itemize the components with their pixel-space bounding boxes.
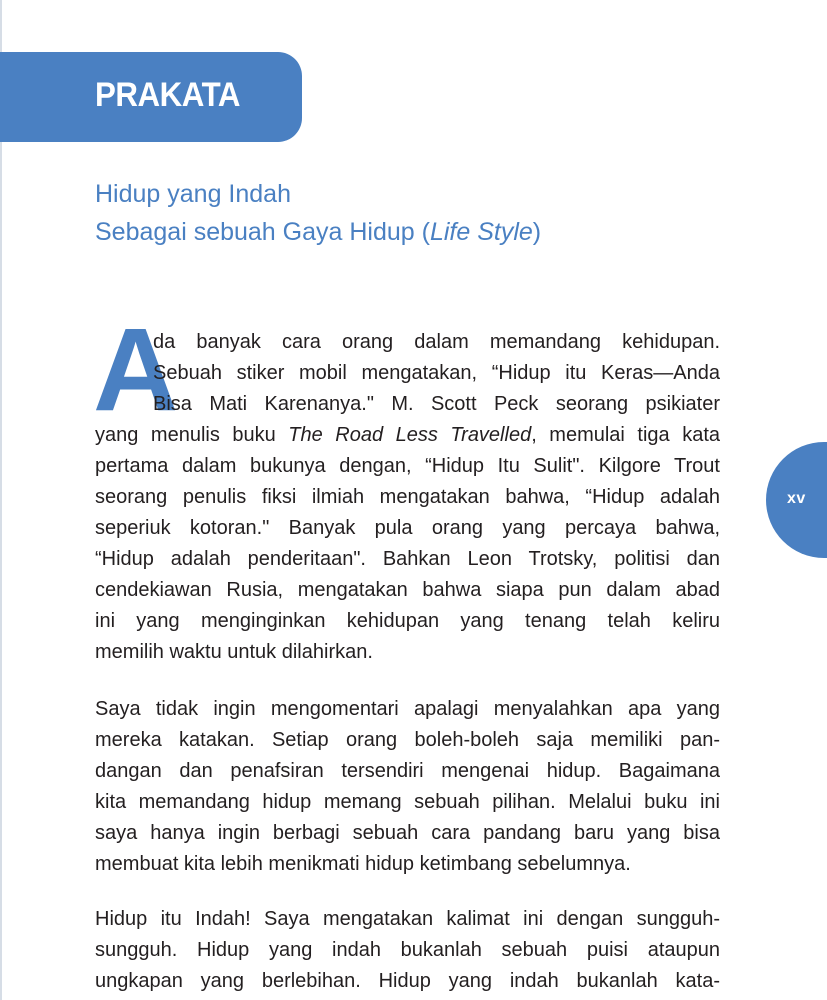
drop-cap: A	[93, 304, 179, 436]
text-line: yang menulis buku The Road Less Travelled, memulai tiga kata	[95, 424, 721, 446]
text-line: Saya tidak ingin mengomentari apalagi menyalahkan apa yang	[95, 698, 720, 720]
text-line: da banyak cara orang dalam memandang kehidupan.	[153, 331, 720, 353]
text-line: seperiuk kotoran." Banyak pula orang yang percaya bahwa,	[95, 517, 720, 539]
text-line: sungguh. Hidup yang indah bukanlah sebuah puisi ataupun	[95, 939, 720, 961]
text-line: pertama dalam bukunya dengan, “Hidup Itu Sulit". Kilgore Trout	[95, 455, 720, 477]
page-number: xv	[787, 490, 806, 507]
text-line: saya hanya ingin berbagi sebuah cara pandang baru yang bisa	[95, 822, 720, 844]
section-subtitle	[95, 175, 541, 251]
text-line: mereka katakan. Setiap orang boleh-boleh saja memiliki pan-	[95, 729, 720, 751]
subtitle-line-1: Hidup yang Indah	[95, 180, 291, 208]
text-line: memilih waktu untuk dilahirkan.	[95, 641, 373, 663]
text-line: membuat kita lebih menikmati hidup ketimbang sebelumnya.	[95, 853, 631, 875]
text-line: Bisa Mati Karenanya." M. Scott Peck seorang psikiater	[153, 393, 720, 415]
text-line: Hidup itu Indah! Saya mengatakan kalimat ini dengan sungguh-	[95, 908, 720, 930]
text-line: kita memandang hidup memang sebuah pilihan. Melalui buku ini	[95, 791, 720, 813]
text-line: cendekiawan Rusia, mengatakan bahwa siapa pun dalam abad	[95, 579, 720, 601]
text-line: seorang penulis fiksi ilmiah mengatakan bahwa, “Hidup adalah	[95, 486, 720, 508]
text-line: Sebuah stiker mobil mengatakan, “Hidup itu Keras—Anda	[153, 362, 720, 384]
text-line: dangan dan penafsiran tersendiri mengenai hidup. Bagaimana	[95, 760, 720, 782]
text-line: ungkapan yang berlebihan. Hidup yang indah bukanlah kata-	[95, 970, 720, 992]
text-line: ini yang menginginkan kehidupan yang tenang telah keliru	[95, 610, 720, 632]
subtitle-line-2: Sebagai sebuah Gaya Hidup (Life Style)	[95, 218, 542, 246]
text-line: “Hidup adalah penderitaan". Bahkan Leon Trotsky, politisi dan	[95, 548, 720, 570]
page-edge	[0, 0, 2, 1000]
chapter-title: PRAKATA	[95, 76, 241, 114]
